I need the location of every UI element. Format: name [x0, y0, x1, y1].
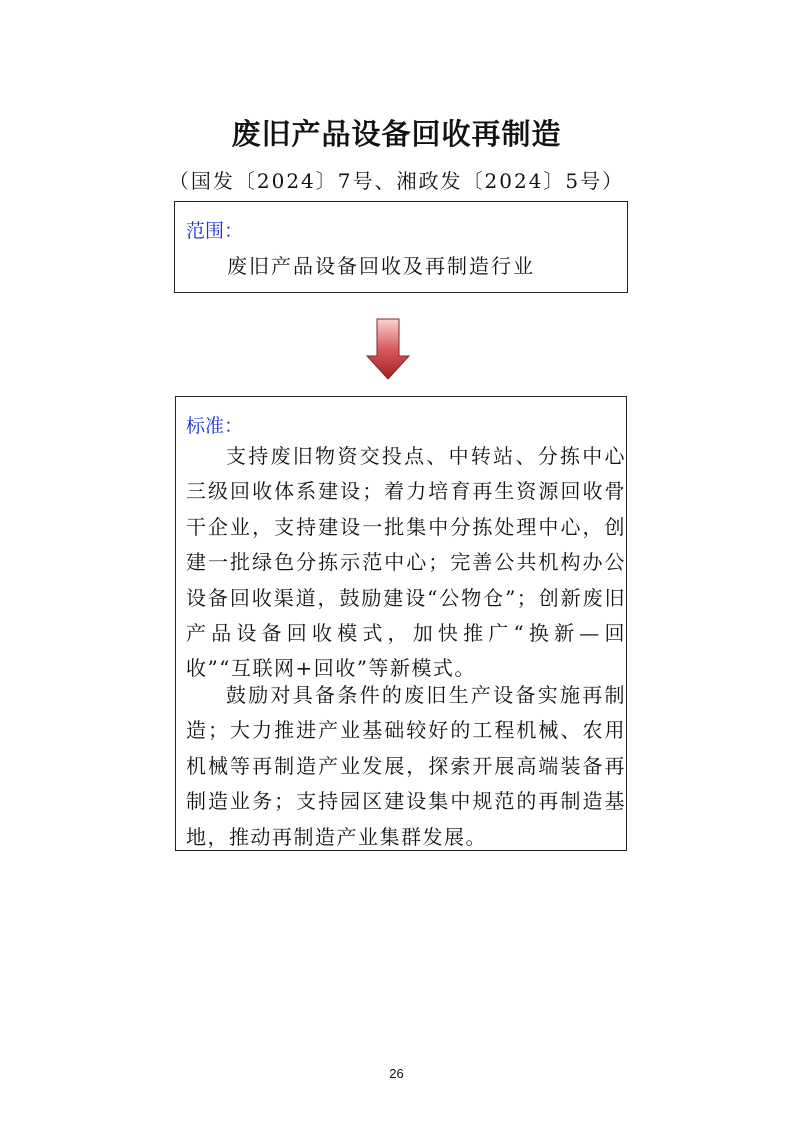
scope-text: 废旧产品设备回收及再制造行业: [227, 254, 535, 278]
page-title: 废旧产品设备回收再制造: [231, 117, 562, 151]
standard-paragraph-1: 支持废旧物资交投点、中转站、分拣中心三级回收体系建设；着力培育再生资源回收骨干企业，支持建设一批集中分拣处理中心，创建一批绿色分拣示范中心；完善公共机构办公设备回收渠道，鼓励建设“公物仓”；创新废旧产品设备回收模式，加快推广“换新—回收”“互联网+回收”等新模式。: [186, 444, 626, 681]
scope-box: [174, 201, 628, 293]
standard-label: 标准：: [186, 415, 244, 437]
page-number: 26: [389, 1066, 404, 1081]
down-arrow-icon: [366, 318, 410, 380]
scope-label: 范围：: [186, 220, 244, 242]
document-reference: （国发〔2024〕7号、湘政发〔2024〕5号）: [168, 169, 625, 193]
standard-box: [175, 396, 627, 851]
standard-paragraph-2: 鼓励对具备条件的废旧生产设备实施再制造；大力推进产业基础较好的工程机械、农用机械等再制造产业发展，探索开展高端装备再制造业务；支持园区建设集中规范的再制造基地，推动再制造产业集群发展。: [186, 683, 626, 849]
